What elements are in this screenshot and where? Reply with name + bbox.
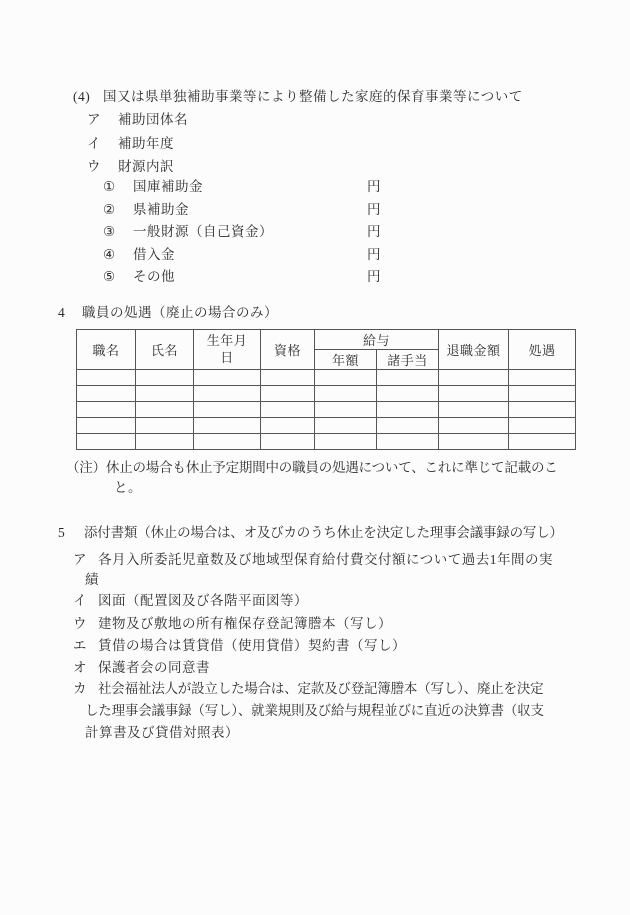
yen-unit-label: 円: [367, 247, 381, 262]
subsection4-item-label: イ: [87, 136, 101, 151]
table-header-qualification: 資格: [261, 330, 315, 370]
table-cell-empty: [509, 418, 576, 434]
table-cell-empty: [77, 418, 136, 434]
table-cell-empty: [315, 434, 377, 450]
attachment-text: 建物及び敷地の所有権保存登記簿謄本（写し）: [98, 616, 392, 631]
table-cell-empty: [136, 402, 194, 418]
table-cell-empty: [509, 370, 576, 386]
funding-number: ⑤: [103, 269, 116, 284]
yen-unit-label: 円: [367, 269, 381, 284]
table-note-line: （注）休止の場合も休止予定期間中の職員の処遇について、これに準じて記載のこ: [66, 460, 558, 475]
funding-number: ③: [103, 224, 116, 239]
table-cell-empty: [261, 418, 315, 434]
table-cell-empty: [377, 434, 439, 450]
table-cell-empty: [439, 386, 509, 402]
subsection4-item-text: 財源内訳: [118, 159, 174, 174]
section4-number: 4: [58, 305, 66, 320]
table-row: [77, 370, 576, 386]
yen-unit-label: 円: [367, 224, 381, 239]
attachment-text: 賃借の場合は賃貸借（使用貸借）契約書（写し）: [98, 638, 406, 653]
table-cell-empty: [194, 402, 261, 418]
table-cell-empty: [261, 386, 315, 402]
table-row: [77, 418, 576, 434]
funding-name: 県補助金: [133, 202, 189, 217]
table-cell-empty: [136, 418, 194, 434]
table-cell-empty: [194, 386, 261, 402]
table-cell-empty: [194, 434, 261, 450]
funding-number: ①: [103, 179, 116, 194]
table-cell-empty: [77, 386, 136, 402]
table-cell-empty: [315, 386, 377, 402]
table-cell-empty: [377, 418, 439, 434]
table-cell-empty: [439, 434, 509, 450]
subsection4-title: 国又は県単独補助事業等により整備した家庭的保育事業等について: [103, 89, 523, 104]
table-header-birth-date: 生年月日: [194, 330, 261, 370]
attachment-label: カ: [73, 681, 87, 696]
table-cell-empty: [315, 402, 377, 418]
table-cell-empty: [194, 418, 261, 434]
attachment-label: ウ: [73, 616, 87, 631]
table-header-salary-annual: 年額: [315, 350, 377, 370]
table-row: [77, 434, 576, 450]
table-cell-empty: [77, 434, 136, 450]
attachment-label: エ: [73, 638, 87, 653]
table-row: [77, 386, 576, 402]
attachment-text: 図面（配置図及び各階平面図等）: [98, 593, 308, 608]
staff-treatment-table: [76, 329, 576, 450]
attachment-text: した理事会議事録（写し）、就業規則及び給与規程並びに直近の決算書（収支: [85, 703, 544, 718]
table-cell-empty: [136, 386, 194, 402]
attachment-label: オ: [73, 660, 87, 675]
yen-unit-label: 円: [367, 202, 381, 217]
table-cell-empty: [509, 402, 576, 418]
table-cell-empty: [136, 434, 194, 450]
table-cell-empty: [439, 402, 509, 418]
table-cell-empty: [315, 370, 377, 386]
attachment-text: 保護者会の同意書: [98, 660, 210, 675]
funding-number: ④: [103, 247, 116, 262]
attachment-text: 各月入所委託児童数及び地域型保育給付費交付額について過去1年間の実: [98, 552, 553, 567]
table-cell-empty: [509, 386, 576, 402]
funding-name: 一般財源（自己資金）: [133, 224, 273, 239]
table-cell-empty: [315, 418, 377, 434]
subsection4-item-text: 補助年度: [118, 136, 174, 151]
table-header-salary-allowances: 諸手当: [377, 350, 439, 370]
table-cell-empty: [194, 370, 261, 386]
table-header-retirement-amount: 退職金額: [439, 330, 509, 370]
attachment-label: ア: [73, 552, 87, 567]
funding-name: その他: [133, 269, 175, 284]
table-cell-empty: [261, 402, 315, 418]
table-cell-empty: [261, 370, 315, 386]
table-row: [77, 402, 576, 418]
table-cell-empty: [377, 386, 439, 402]
table-cell-empty: [77, 402, 136, 418]
table-cell-empty: [377, 370, 439, 386]
table-cell-empty: [136, 370, 194, 386]
subsection4-item-label: ウ: [87, 159, 101, 174]
subsection4-item-text: 補助団体名: [118, 112, 188, 127]
table-header-treatment: 処遇: [509, 330, 576, 370]
subsection4-number: (4): [73, 89, 91, 104]
table-header-salary: 給与: [315, 330, 439, 350]
table-header-job-title: 職名: [77, 330, 136, 370]
section5-title: 添付書類（休止の場合は、オ及びカのうち休止を決定した理事会議事録の写し）: [84, 525, 563, 540]
subsection4-item-label: ア: [87, 112, 101, 127]
funding-name: 国庫補助金: [133, 179, 203, 194]
section5-number: 5: [58, 525, 66, 540]
table-cell-empty: [77, 370, 136, 386]
table-note-line: と。: [114, 480, 142, 495]
table-cell-empty: [377, 402, 439, 418]
yen-unit-label: 円: [367, 179, 381, 194]
funding-number: ②: [103, 202, 116, 217]
table-cell-empty: [509, 434, 576, 450]
table-cell-empty: [261, 434, 315, 450]
table-header-name: 氏名: [136, 330, 194, 370]
attachment-text: 績: [85, 572, 99, 587]
attachment-text: 計算書及び貸借対照表）: [85, 725, 239, 740]
funding-name: 借入金: [133, 247, 175, 262]
attachment-text: 社会福祉法人が設立した場合は、定款及び登記簿謄本（写し）、廃止を決定: [98, 681, 544, 696]
section4-title: 職員の処遇（廃止の場合のみ）: [82, 305, 278, 320]
table-cell-empty: [439, 370, 509, 386]
attachment-label: イ: [73, 593, 87, 608]
table-cell-empty: [439, 418, 509, 434]
